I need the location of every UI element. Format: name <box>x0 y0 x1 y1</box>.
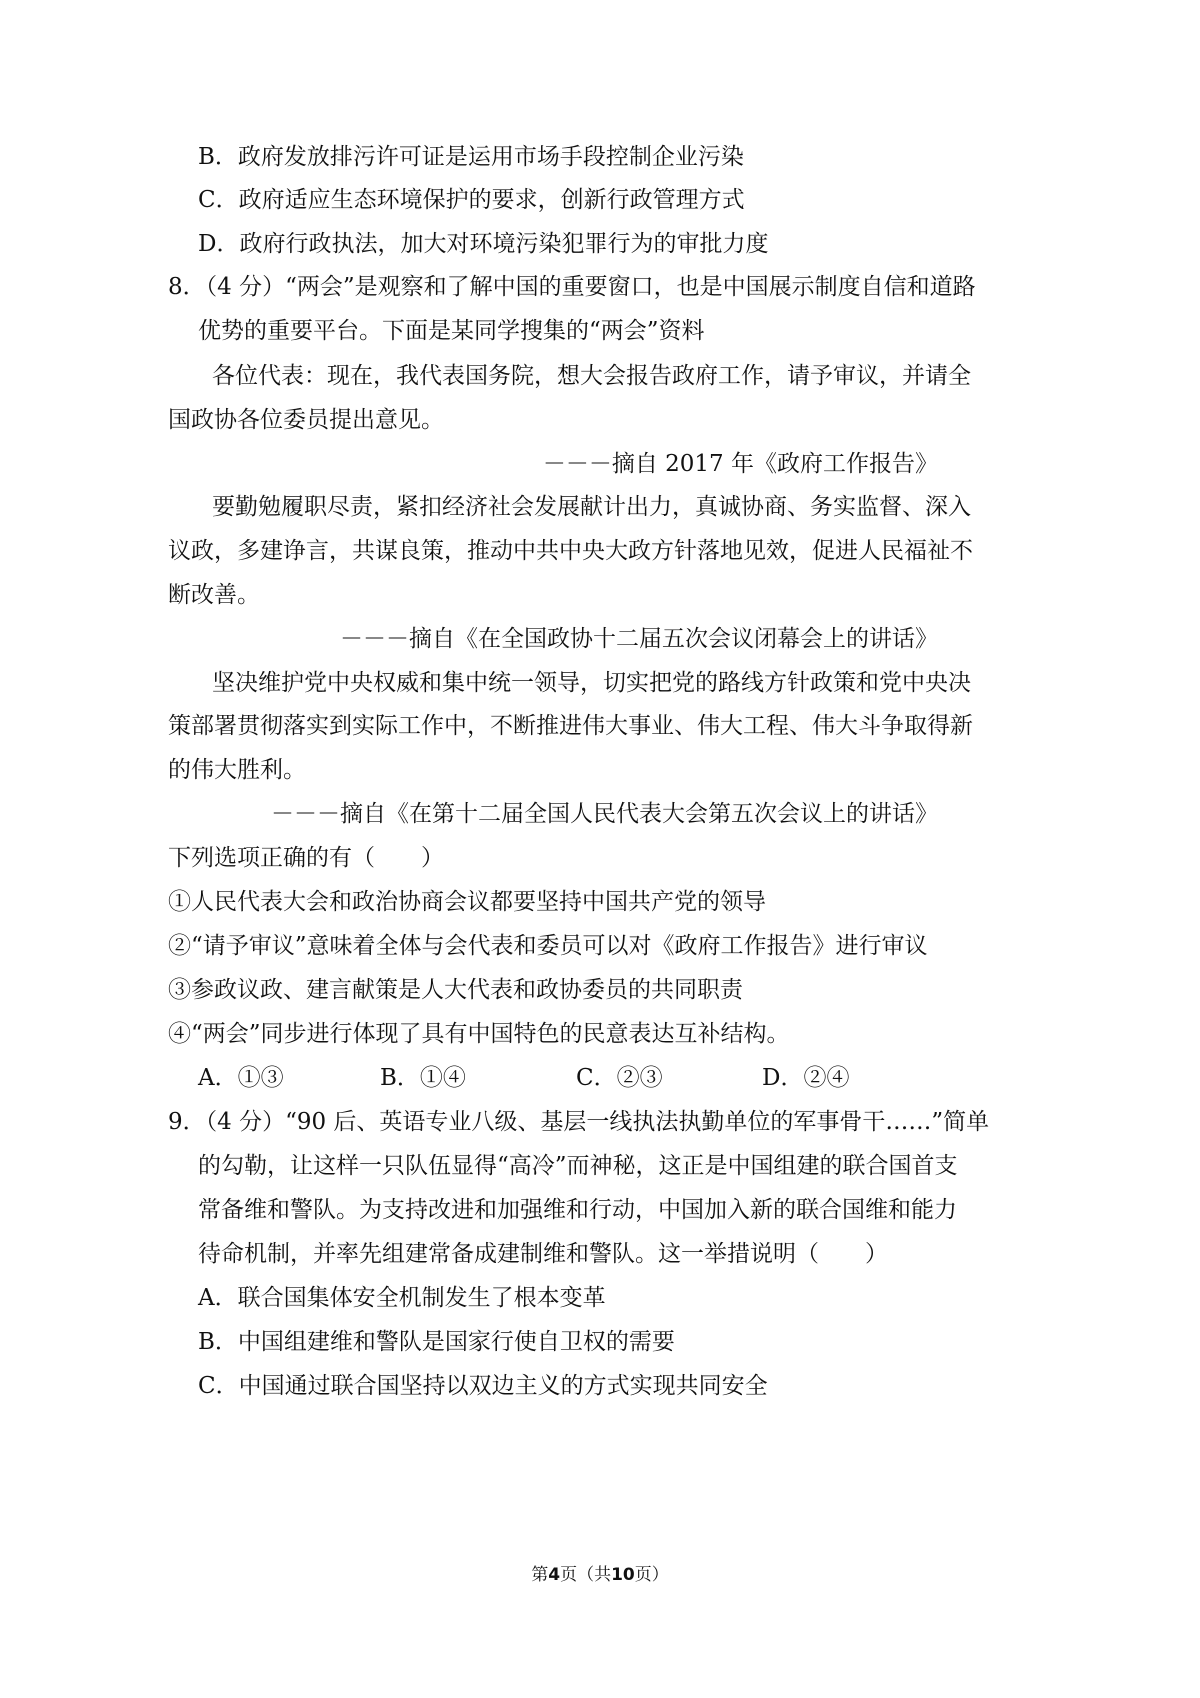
q8-stem-line1: 8．（4 分）“两会”是观察和了解中国的重要窗口，也是中国展示制度自信和道路 <box>168 274 976 300</box>
q8-quote2-line1: 要勤勉履职尽责，紧扣经济社会发展献计出力，真诚协商、务实监督、深入 <box>212 494 971 520</box>
q8-item-1: ①人民代表大会和政治协商会议都要坚持中国共产党的领导 <box>168 889 766 915</box>
q8-quote1-line1: 各位代表：现在，我代表国务院，想大会报告政府工作，请予审议，并请全 <box>212 363 971 389</box>
footer-total-pages: 10 <box>611 1565 635 1585</box>
q8-choice-a: A．①③ <box>198 1065 284 1091</box>
q9-option-c: C．中国通过联合国坚持以双边主义的方式实现共同安全 <box>198 1373 768 1399</box>
q8-source2: －－－摘自《在全国政协十二届五次会议闭幕会上的讲话》 <box>340 626 938 652</box>
q8-prompt: 下列选项正确的有（ ） <box>168 845 444 871</box>
footer-prefix: 第 <box>531 1565 549 1585</box>
q7-option-c: C．政府适应生态环境保护的要求，创新行政管理方式 <box>198 187 745 213</box>
q8-stem-line2: 优势的重要平台。下面是某同学搜集的“两会”资料 <box>198 318 705 344</box>
q9-stem-line3: 常备维和警队。为支持改进和加强维和行动，中国加入新的联合国维和能力 <box>198 1197 957 1223</box>
q9-stem-line4: 待命机制，并率先组建常备成建制维和警队。这一举措说明（ ） <box>198 1241 888 1267</box>
footer-middle: 页（共 <box>560 1565 612 1585</box>
q8-item-2: ②“请予审议”意味着全体与会代表和委员可以对《政府工作报告》进行审议 <box>168 933 928 959</box>
footer-suffix: 页） <box>634 1565 669 1585</box>
q8-item-3: ③参政议政、建言献策是人大代表和政协委员的共同职责 <box>168 977 743 1003</box>
q9-option-b: B．中国组建维和警队是国家行使自卫权的需要 <box>198 1329 675 1355</box>
q8-choice-b: B．①④ <box>380 1065 466 1091</box>
q9-stem-line2: 的勾勒，让这样一只队伍显得“高冷”而神秘，这正是中国组建的联合国首支 <box>198 1153 958 1179</box>
q7-option-d: D．政府行政执法，加大对环境污染犯罪行为的审批力度 <box>198 231 769 257</box>
q8-quote2-line2: 议政，多建诤言，共谋良策，推动中共中央大政方针落地见效，促进人民福祉不 <box>168 538 973 564</box>
q8-quote2-line3: 断改善。 <box>168 582 260 608</box>
q8-source1: －－－摘自 2017 年《政府工作报告》 <box>542 451 938 477</box>
q8-quote1-line2: 国政协各位委员提出意见。 <box>168 407 444 433</box>
q8-choice-d: D．②④ <box>762 1065 850 1091</box>
q9-stem-line1: 9．（4 分）“90 后、英语专业八级、基层一线执法执勤单位的军事骨干……”简单 <box>168 1109 990 1135</box>
q9-option-a: A．联合国集体安全机制发生了根本变革 <box>198 1285 606 1311</box>
q8-source3: －－－摘自《在第十二届全国人民代表大会第五次会议上的讲话》 <box>271 801 938 827</box>
q8-quote3-line3: 的伟大胜利。 <box>168 757 306 783</box>
q8-quote3-line2: 策部署贯彻落实到实际工作中，不断推进伟大事业、伟大工程、伟大斗争取得新 <box>168 713 973 739</box>
q8-quote3-line1: 坚决维护党中央权威和集中统一领导，切实把党的路线方针政策和党中央决 <box>212 670 971 696</box>
q7-option-b: B．政府发放排污许可证是运用市场手段控制企业污染 <box>198 144 744 170</box>
q8-choice-c: C．②③ <box>576 1065 663 1091</box>
footer-page-number: 4 <box>548 1565 561 1585</box>
q8-item-4: ④“两会”同步进行体现了具有中国特色的民意表达互补结构。 <box>168 1021 790 1047</box>
page-footer <box>0 1564 1200 1586</box>
